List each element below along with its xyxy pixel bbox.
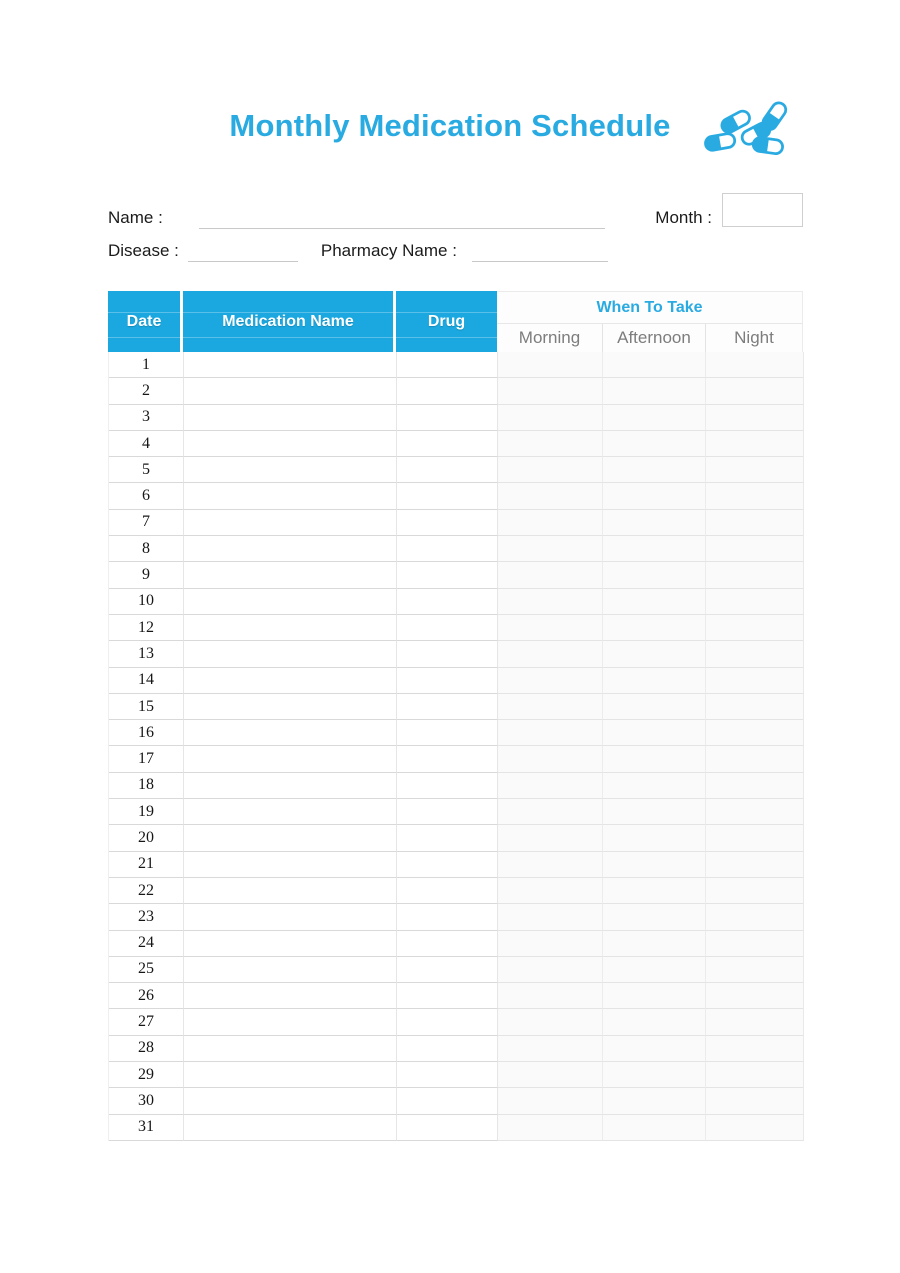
- when-to-take-header: When To Take: [497, 291, 803, 324]
- afternoon-cell[interactable]: [603, 510, 706, 536]
- medication-name-cell[interactable]: [184, 983, 397, 1009]
- night-cell[interactable]: [706, 825, 804, 851]
- morning-cell[interactable]: [498, 378, 603, 404]
- medication-name-cell[interactable]: [184, 405, 397, 431]
- table-body: [108, 352, 803, 1141]
- drug-cell[interactable]: [397, 536, 498, 562]
- drug-cell[interactable]: [397, 641, 498, 667]
- medication-name-cell[interactable]: [184, 378, 397, 404]
- drug-cell[interactable]: [397, 589, 498, 615]
- date-cell: 23: [109, 904, 184, 930]
- date-cell: 27: [109, 1009, 184, 1035]
- month-input-box[interactable]: [722, 193, 803, 227]
- medication-name-cell[interactable]: [184, 694, 397, 720]
- medication-name-cell[interactable]: [184, 746, 397, 772]
- morning-cell[interactable]: [498, 405, 603, 431]
- date-cell: 28: [109, 1036, 184, 1062]
- drug-cell[interactable]: [397, 773, 498, 799]
- table-row: [109, 1088, 803, 1114]
- disease-input-line[interactable]: [188, 240, 298, 262]
- table-row: [109, 720, 803, 746]
- date-cell: 22: [109, 878, 184, 904]
- medication-name-cell[interactable]: [184, 720, 397, 746]
- medication-name-cell[interactable]: [184, 1062, 397, 1088]
- medication-table: [108, 291, 803, 1141]
- morning-cell[interactable]: [498, 1036, 603, 1062]
- night-cell[interactable]: [706, 562, 804, 588]
- table-row: [109, 378, 803, 404]
- afternoon-cell[interactable]: [603, 1115, 706, 1141]
- medication-name-cell[interactable]: [184, 799, 397, 825]
- drug-cell[interactable]: [397, 668, 498, 694]
- afternoon-cell[interactable]: [603, 589, 706, 615]
- afternoon-column-header: Afternoon: [602, 324, 705, 352]
- pills-icon: [698, 100, 790, 160]
- table-row: [109, 904, 803, 930]
- night-cell[interactable]: [706, 668, 804, 694]
- morning-cell[interactable]: [498, 589, 603, 615]
- drug-cell[interactable]: [397, 378, 498, 404]
- morning-cell[interactable]: [498, 483, 603, 509]
- morning-cell[interactable]: [498, 431, 603, 457]
- table-row: [109, 668, 803, 694]
- afternoon-cell[interactable]: [603, 405, 706, 431]
- drug-cell[interactable]: [397, 694, 498, 720]
- medication-name-cell[interactable]: [184, 773, 397, 799]
- night-cell[interactable]: [706, 483, 804, 509]
- medication-name-cell[interactable]: [184, 483, 397, 509]
- afternoon-cell[interactable]: [603, 1009, 706, 1035]
- disease-pharmacy-row: [108, 230, 803, 262]
- table-row: [109, 878, 803, 904]
- afternoon-cell[interactable]: [603, 852, 706, 878]
- medication-name-cell[interactable]: [184, 931, 397, 957]
- medication-name-cell[interactable]: [184, 641, 397, 667]
- morning-cell[interactable]: [498, 773, 603, 799]
- table-row: [109, 694, 803, 720]
- night-cell[interactable]: [706, 536, 804, 562]
- date-cell: 21: [109, 852, 184, 878]
- table-row: [109, 615, 803, 641]
- night-cell[interactable]: [706, 1009, 804, 1035]
- morning-cell[interactable]: [498, 720, 603, 746]
- afternoon-cell[interactable]: [603, 1062, 706, 1088]
- night-cell[interactable]: [706, 1115, 804, 1141]
- morning-cell[interactable]: [498, 852, 603, 878]
- pharmacy-input-line[interactable]: [472, 240, 608, 262]
- drug-cell[interactable]: [397, 615, 498, 641]
- morning-cell[interactable]: [498, 904, 603, 930]
- date-cell: 26: [109, 983, 184, 1009]
- medication-name-cell[interactable]: [184, 510, 397, 536]
- medication-name-cell[interactable]: [184, 878, 397, 904]
- morning-cell[interactable]: [498, 1062, 603, 1088]
- morning-cell[interactable]: [498, 825, 603, 851]
- table-row: [109, 457, 803, 483]
- afternoon-cell[interactable]: [603, 668, 706, 694]
- night-cell[interactable]: [706, 457, 804, 483]
- date-cell: 19: [109, 799, 184, 825]
- drug-cell[interactable]: [397, 562, 498, 588]
- table-row: [109, 562, 803, 588]
- afternoon-cell[interactable]: [603, 1088, 706, 1114]
- medication-name-cell[interactable]: [184, 957, 397, 983]
- drug-cell[interactable]: [397, 720, 498, 746]
- night-cell[interactable]: [706, 378, 804, 404]
- date-cell: 9: [109, 562, 184, 588]
- medication-name-cell[interactable]: [184, 1009, 397, 1035]
- drug-cell[interactable]: [397, 957, 498, 983]
- medication-name-cell[interactable]: [184, 536, 397, 562]
- drug-cell[interactable]: [397, 1036, 498, 1062]
- table-row: [109, 1036, 803, 1062]
- medication-name-cell[interactable]: [184, 1036, 397, 1062]
- night-cell[interactable]: [706, 615, 804, 641]
- afternoon-cell[interactable]: [603, 720, 706, 746]
- drug-cell[interactable]: [397, 352, 498, 378]
- night-cell[interactable]: [706, 431, 804, 457]
- table-row: [109, 589, 803, 615]
- table-header: [108, 291, 803, 352]
- date-cell: 16: [109, 720, 184, 746]
- table-row: [109, 746, 803, 772]
- medication-name-cell[interactable]: [184, 1115, 397, 1141]
- drug-cell[interactable]: [397, 825, 498, 851]
- table-row: [109, 852, 803, 878]
- morning-cell[interactable]: [498, 457, 603, 483]
- morning-cell[interactable]: [498, 536, 603, 562]
- night-cell[interactable]: [706, 799, 804, 825]
- night-cell[interactable]: [706, 931, 804, 957]
- night-cell[interactable]: [706, 352, 804, 378]
- date-cell: 25: [109, 957, 184, 983]
- date-cell: 13: [109, 641, 184, 667]
- afternoon-cell[interactable]: [603, 1036, 706, 1062]
- night-cell[interactable]: [706, 746, 804, 772]
- table-row: [109, 931, 803, 957]
- night-cell[interactable]: [706, 1062, 804, 1088]
- spacer: [298, 230, 321, 262]
- date-cell: 17: [109, 746, 184, 772]
- drug-cell[interactable]: [397, 852, 498, 878]
- morning-cell[interactable]: [498, 983, 603, 1009]
- medication-name-cell[interactable]: [184, 825, 397, 851]
- drug-cell[interactable]: [397, 799, 498, 825]
- night-cell[interactable]: [706, 720, 804, 746]
- morning-cell[interactable]: [498, 510, 603, 536]
- afternoon-cell[interactable]: [603, 694, 706, 720]
- date-cell: 20: [109, 825, 184, 851]
- afternoon-cell[interactable]: [603, 431, 706, 457]
- morning-cell[interactable]: [498, 668, 603, 694]
- table-row: [109, 352, 803, 378]
- table-row: [109, 1009, 803, 1035]
- drug-column-header: Drug: [396, 291, 497, 352]
- drug-cell[interactable]: [397, 431, 498, 457]
- morning-cell[interactable]: [498, 1088, 603, 1114]
- drug-cell[interactable]: [397, 931, 498, 957]
- afternoon-cell[interactable]: [603, 378, 706, 404]
- afternoon-cell[interactable]: [603, 825, 706, 851]
- date-cell: 4: [109, 431, 184, 457]
- night-cell[interactable]: [706, 405, 804, 431]
- date-cell: 7: [109, 510, 184, 536]
- afternoon-cell[interactable]: [603, 904, 706, 930]
- date-cell: 18: [109, 773, 184, 799]
- name-month-row: [108, 193, 803, 229]
- date-cell: 2: [109, 378, 184, 404]
- form-area: [108, 193, 803, 262]
- medication-name-column-header: Medication Name: [183, 291, 396, 352]
- medication-name-cell[interactable]: [184, 589, 397, 615]
- date-cell: 5: [109, 457, 184, 483]
- table-row: [109, 957, 803, 983]
- medication-name-cell[interactable]: [184, 615, 397, 641]
- table-row: [109, 773, 803, 799]
- afternoon-cell[interactable]: [603, 799, 706, 825]
- date-column-header: Date: [108, 291, 183, 352]
- afternoon-cell[interactable]: [603, 536, 706, 562]
- afternoon-cell[interactable]: [603, 562, 706, 588]
- date-cell: 24: [109, 931, 184, 957]
- morning-column-header: Morning: [497, 324, 602, 352]
- date-cell: 10: [109, 589, 184, 615]
- table-row: [109, 405, 803, 431]
- drug-cell[interactable]: [397, 483, 498, 509]
- medication-name-cell[interactable]: [184, 431, 397, 457]
- medication-name-cell[interactable]: [184, 1088, 397, 1114]
- afternoon-cell[interactable]: [603, 878, 706, 904]
- morning-cell[interactable]: [498, 694, 603, 720]
- date-cell: 31: [109, 1115, 184, 1141]
- date-cell: 29: [109, 1062, 184, 1088]
- morning-cell[interactable]: [498, 799, 603, 825]
- date-cell: 15: [109, 694, 184, 720]
- table-row: [109, 983, 803, 1009]
- table-row: [109, 536, 803, 562]
- afternoon-cell[interactable]: [603, 746, 706, 772]
- name-input-line[interactable]: [199, 207, 606, 229]
- date-cell: 14: [109, 668, 184, 694]
- night-column-header: Night: [705, 324, 803, 352]
- date-cell: 8: [109, 536, 184, 562]
- drug-cell[interactable]: [397, 510, 498, 536]
- drug-cell[interactable]: [397, 746, 498, 772]
- table-row: [109, 825, 803, 851]
- night-cell[interactable]: [706, 773, 804, 799]
- medication-name-cell[interactable]: [184, 904, 397, 930]
- morning-cell[interactable]: [498, 562, 603, 588]
- night-cell[interactable]: [706, 878, 804, 904]
- table-row: [109, 1062, 803, 1088]
- drug-cell[interactable]: [397, 405, 498, 431]
- drug-cell[interactable]: [397, 1088, 498, 1114]
- page-title: Monthly Medication Schedule: [229, 108, 671, 143]
- drug-cell[interactable]: [397, 1062, 498, 1088]
- name-label: Name :: [108, 208, 163, 227]
- night-cell[interactable]: [706, 641, 804, 667]
- morning-cell[interactable]: [498, 957, 603, 983]
- night-cell[interactable]: [706, 904, 804, 930]
- pharmacy-name-label: Pharmacy Name :: [320, 241, 457, 260]
- table-row: [109, 1115, 803, 1141]
- drug-cell[interactable]: [397, 983, 498, 1009]
- afternoon-cell[interactable]: [603, 483, 706, 509]
- table-row: [109, 510, 803, 536]
- drug-cell[interactable]: [397, 1009, 498, 1035]
- disease-label: Disease :: [108, 241, 179, 260]
- date-cell: 3: [109, 405, 184, 431]
- drug-cell[interactable]: [397, 904, 498, 930]
- medication-name-cell[interactable]: [184, 562, 397, 588]
- table-row: [109, 431, 803, 457]
- morning-cell[interactable]: [498, 641, 603, 667]
- morning-cell[interactable]: [498, 878, 603, 904]
- morning-cell[interactable]: [498, 1009, 603, 1035]
- afternoon-cell[interactable]: [603, 352, 706, 378]
- night-cell[interactable]: [706, 983, 804, 1009]
- date-cell: 12: [109, 615, 184, 641]
- afternoon-cell[interactable]: [603, 983, 706, 1009]
- medication-name-cell[interactable]: [184, 852, 397, 878]
- night-cell[interactable]: [706, 694, 804, 720]
- morning-cell[interactable]: [498, 352, 603, 378]
- drug-cell[interactable]: [397, 878, 498, 904]
- afternoon-cell[interactable]: [603, 957, 706, 983]
- morning-cell[interactable]: [498, 1115, 603, 1141]
- drug-cell[interactable]: [397, 457, 498, 483]
- table-row: [109, 641, 803, 667]
- table-row: [109, 799, 803, 825]
- night-cell[interactable]: [706, 510, 804, 536]
- morning-cell[interactable]: [498, 746, 603, 772]
- afternoon-cell[interactable]: [603, 931, 706, 957]
- medication-name-cell[interactable]: [184, 457, 397, 483]
- night-cell[interactable]: [706, 957, 804, 983]
- afternoon-cell[interactable]: [603, 641, 706, 667]
- table-row: [109, 483, 803, 509]
- afternoon-cell[interactable]: [603, 773, 706, 799]
- date-cell: 30: [109, 1088, 184, 1114]
- date-cell: 1: [109, 352, 184, 378]
- morning-cell[interactable]: [498, 615, 603, 641]
- afternoon-cell[interactable]: [603, 457, 706, 483]
- night-cell[interactable]: [706, 852, 804, 878]
- month-label: Month :: [655, 208, 712, 227]
- morning-cell[interactable]: [498, 931, 603, 957]
- afternoon-cell[interactable]: [603, 615, 706, 641]
- night-cell[interactable]: [706, 589, 804, 615]
- medication-name-cell[interactable]: [184, 668, 397, 694]
- date-cell: 6: [109, 483, 184, 509]
- medication-name-cell[interactable]: [184, 352, 397, 378]
- night-cell[interactable]: [706, 1036, 804, 1062]
- drug-cell[interactable]: [397, 1115, 498, 1141]
- night-cell[interactable]: [706, 1088, 804, 1114]
